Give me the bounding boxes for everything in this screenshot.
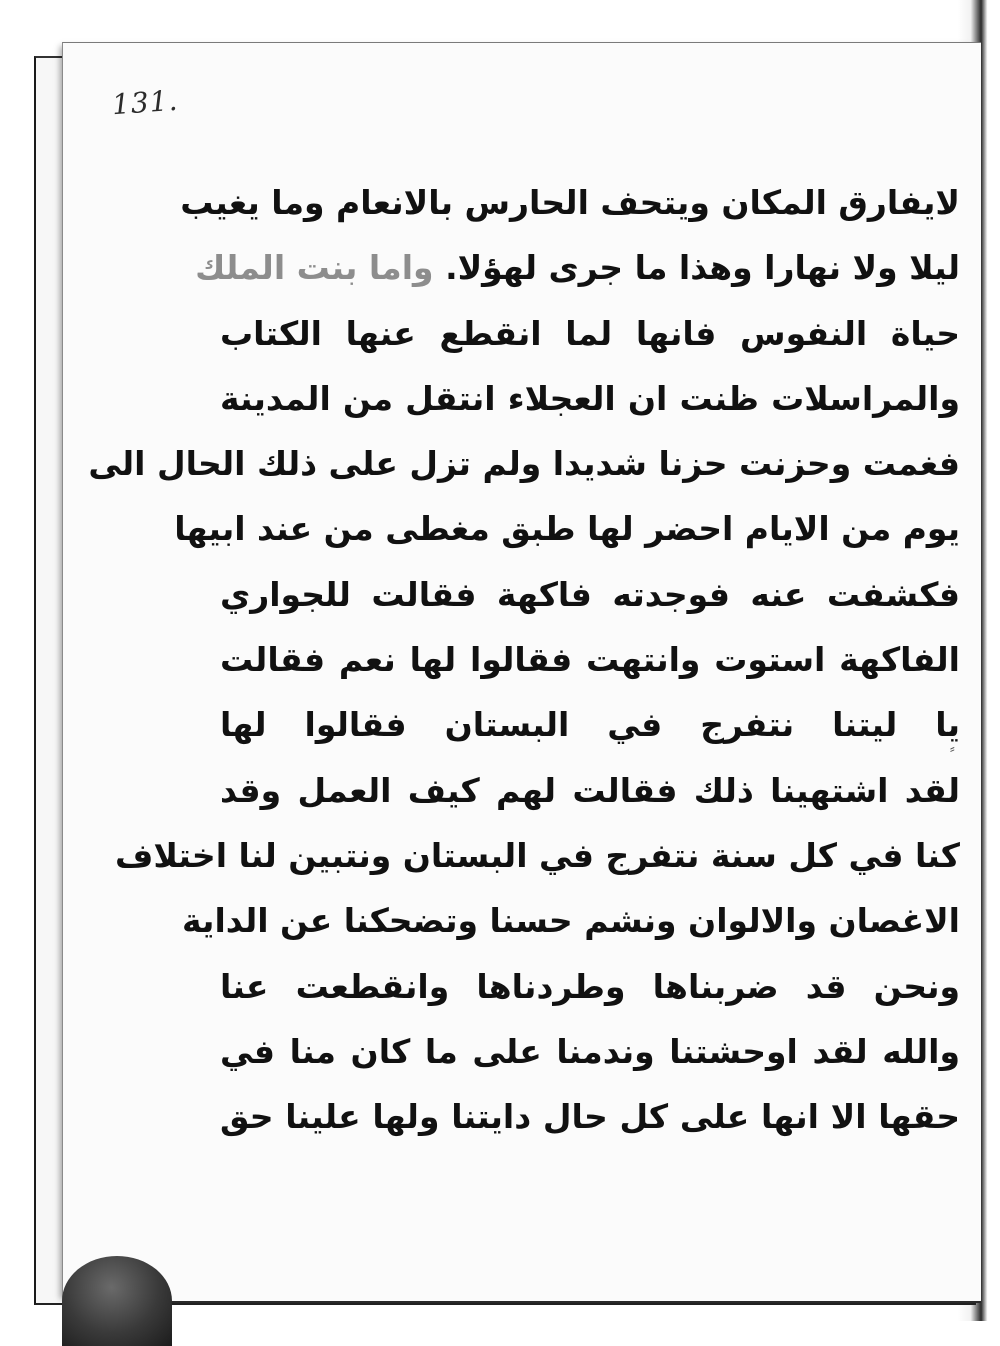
text-line: والمراسلات ظنت ان العجلاء انتقل من المدينة	[220, 378, 960, 418]
margin-mark: ⸗	[950, 741, 955, 757]
text-line: فغمت وحزنت حزنا شديدا ولم تزل على ذلك الحال الى	[88, 444, 960, 484]
text-line: حقها الا انها على كل حال دايتنا ولها علينا حق	[220, 1097, 960, 1137]
text-line: والله لقد اوحشتنا وندمنا على ما كان منا في	[220, 1031, 960, 1071]
text-line: الاغصان والالوان ونشم حسنا وتضحكنا عن الداية	[182, 901, 960, 941]
text-line: كنا في كل سنة نتفرج في البستان ونتبين لنا اختلاف	[115, 835, 960, 875]
rubric-heading: واما بنت الملك	[195, 248, 434, 288]
text-line: حياة النفوس فانها لما انقطع عنها الكتاب	[220, 313, 960, 353]
text-line: ليلا ولا نهارا وهذا ما جرى لهؤلا. واما بنت الملك	[195, 248, 960, 288]
text-line: فكشفت عنه فوجدته فاكهة فقالت للجواري	[220, 574, 960, 614]
text-block	[88, 170, 960, 1149]
page-number: 131.	[110, 83, 180, 122]
thumb-holding-page	[62, 1256, 172, 1346]
text-line: لايفارق المكان ويتحف الحارس بالانعام وما يغيب	[180, 183, 960, 222]
text-line: الفاكهة استوت وانتهت فقالوا لها نعم فقالت	[220, 640, 960, 680]
text-line: ونحن قد ضربناها وطردناها وانقطعت عنا	[220, 966, 960, 1006]
text-line: لقد اشتهينا ذلك فقالت لهم كيف العمل وقد	[220, 770, 960, 810]
text-line: يا ليتنا نتفرج في البستان فقالوا لها	[220, 705, 960, 745]
text-line: يوم من الايام احضر لها طبق مغطى من عند ابيها	[174, 509, 960, 549]
